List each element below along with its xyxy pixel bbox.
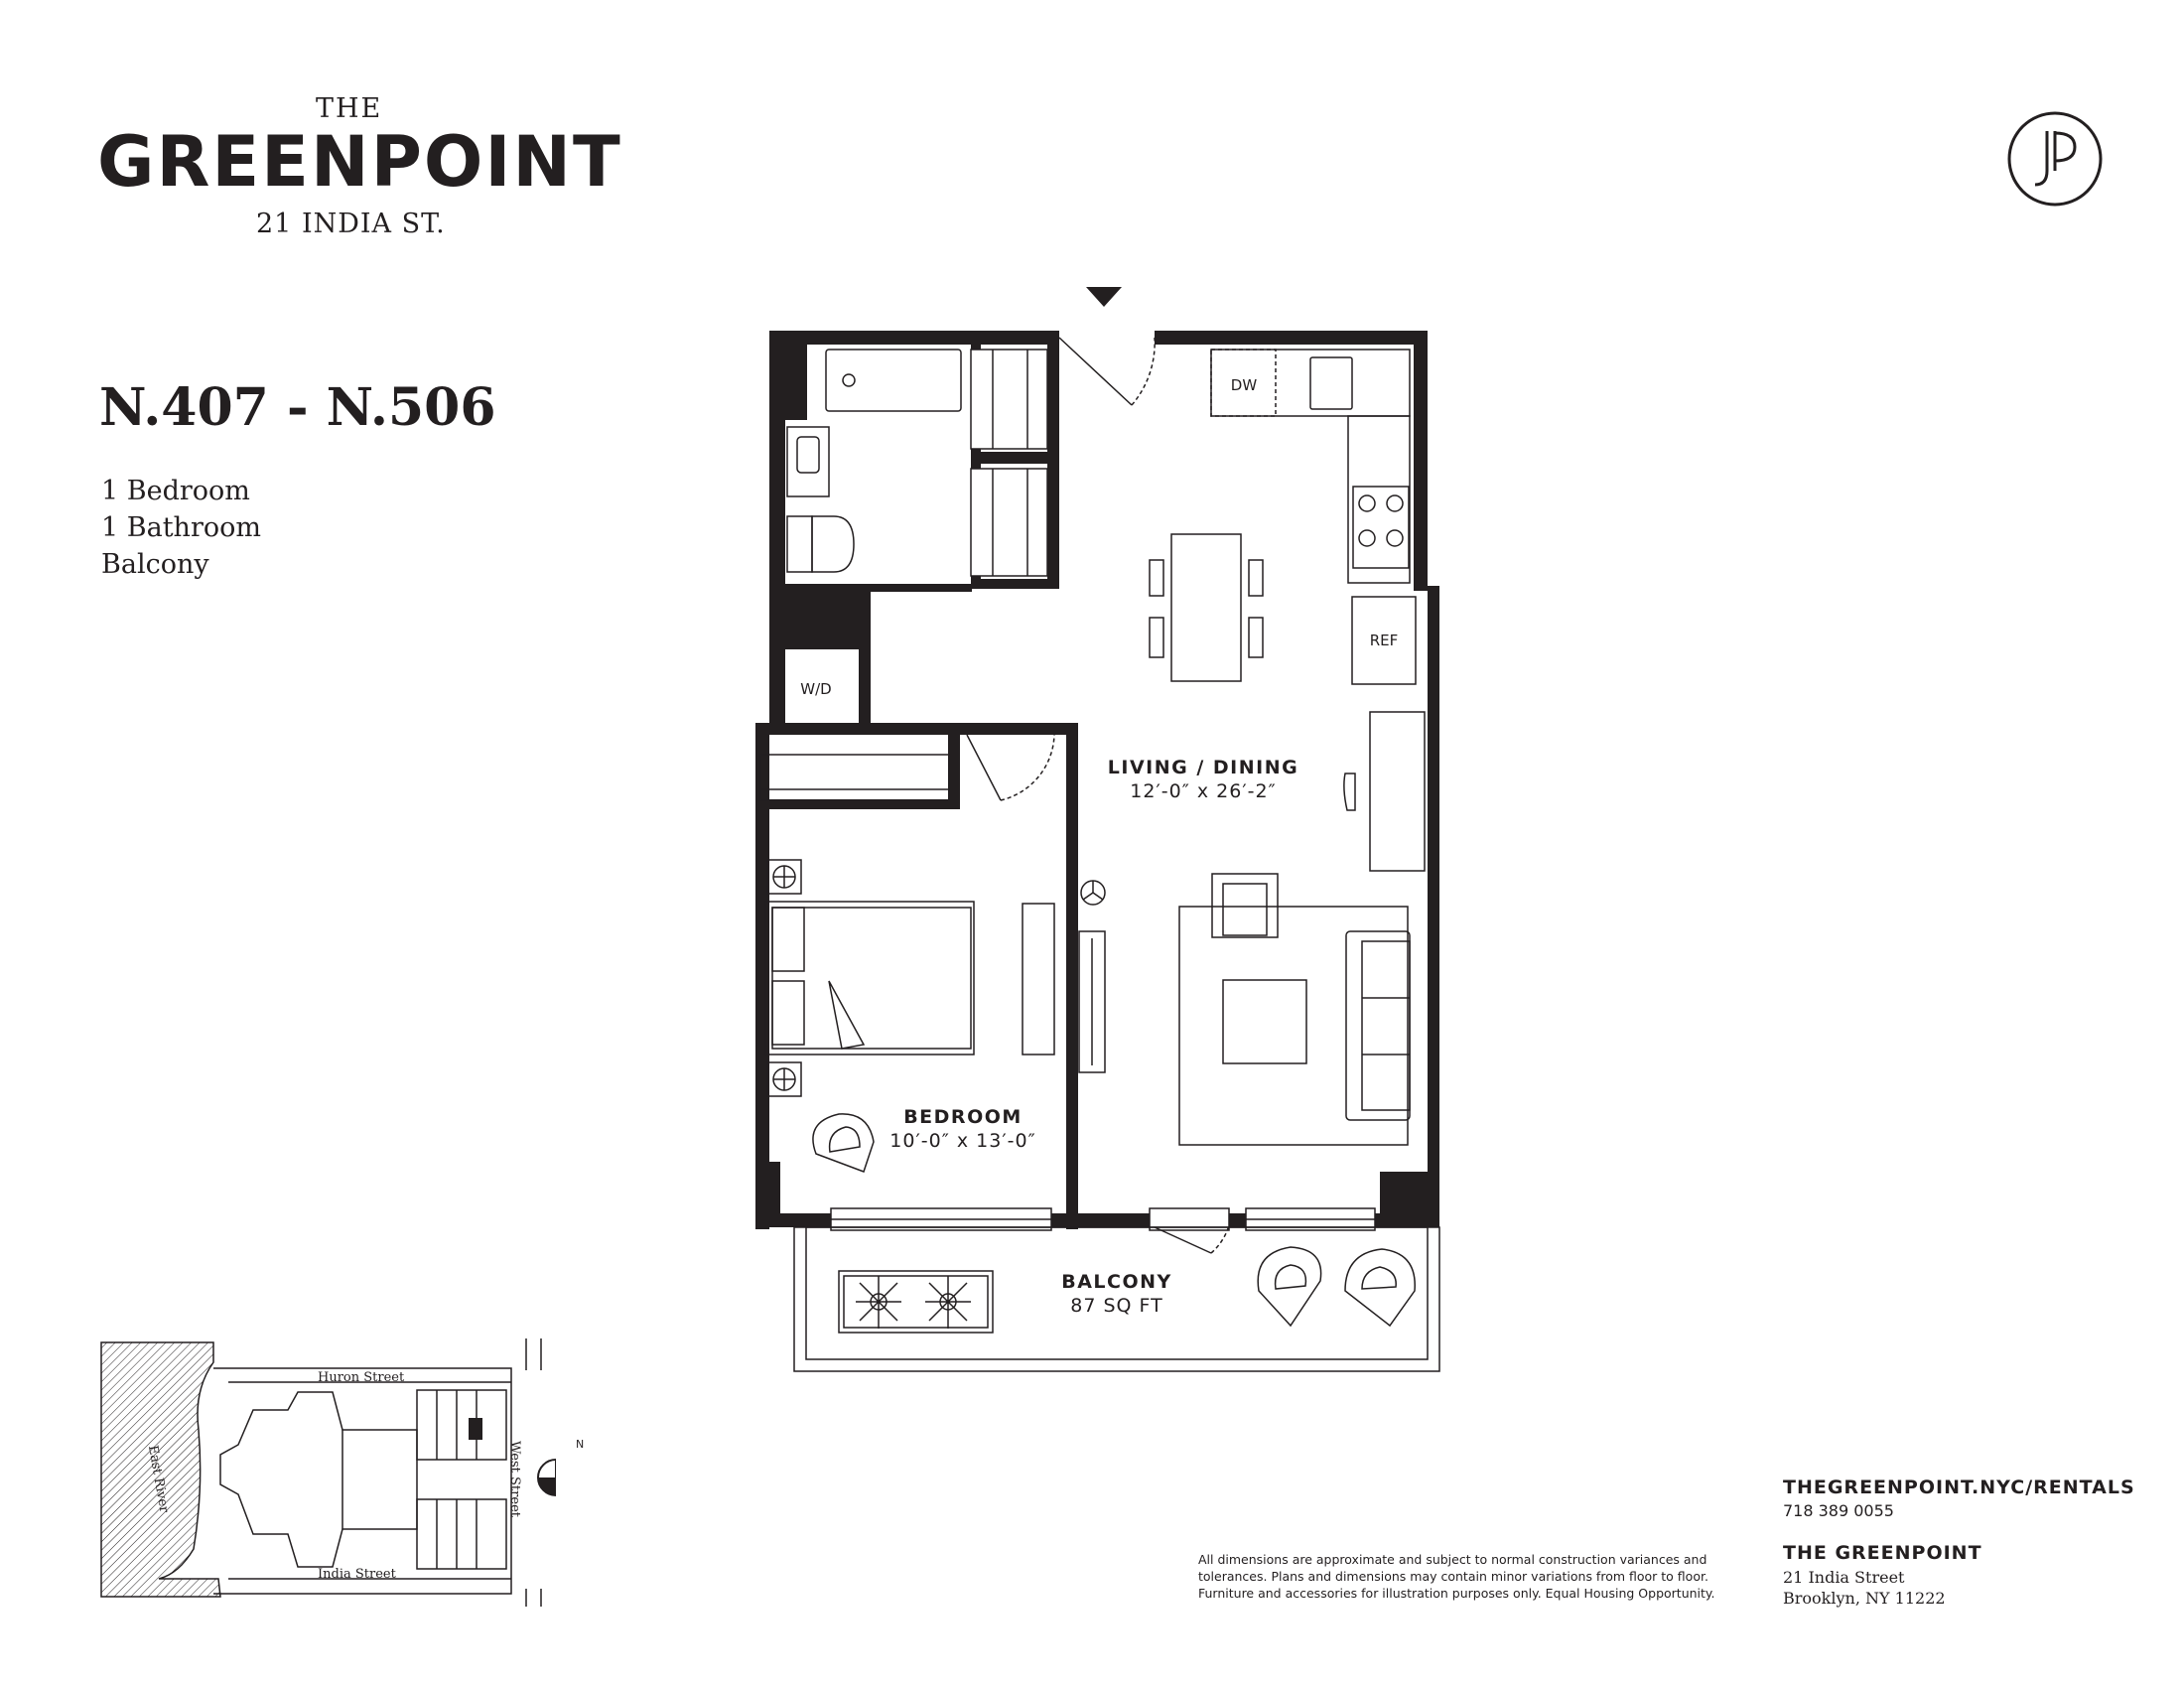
unit-balcony: Balcony xyxy=(101,549,209,580)
logo-address: 21 INDIA ST. xyxy=(256,209,446,239)
unit-title: N.407 - N.506 xyxy=(99,377,496,438)
contact-address xyxy=(1783,1567,1946,1609)
street-label-south: India Street xyxy=(318,1567,396,1582)
living-room-label: LIVING / DINING xyxy=(1107,757,1299,778)
floor-plan xyxy=(735,278,1469,1380)
plant-icon xyxy=(925,1276,971,1329)
street-label-west: East River xyxy=(144,1444,172,1514)
bedroom-label: BEDROOM xyxy=(903,1106,1023,1128)
washer-dryer-label: W/D xyxy=(800,680,832,698)
desk xyxy=(1344,712,1425,871)
plan-walls xyxy=(755,331,1439,1229)
balcony-area: 87 SQ FT xyxy=(1070,1295,1163,1317)
bedroom-dimensions: 10′-0″ x 13′-0″ xyxy=(889,1130,1036,1152)
street-label-east: West Street xyxy=(506,1441,522,1517)
street-label-north: Huron Street xyxy=(318,1370,405,1385)
monogram-logo-icon xyxy=(2005,109,2105,209)
website-link[interactable]: THEGREENPOINT.NYC/RENTALS xyxy=(1783,1477,2135,1498)
entry-arrow-icon xyxy=(1086,287,1122,307)
contact-address-line-1: 21 India Street xyxy=(1783,1568,1905,1587)
dishwasher-label: DW xyxy=(1230,376,1258,394)
logo-wordmark: GREENPOINT xyxy=(97,121,622,203)
unit-details xyxy=(101,473,261,583)
contact-address-line-2: Brooklyn, NY 11222 xyxy=(1783,1589,1946,1608)
balcony-label: BALCONY xyxy=(1061,1271,1172,1293)
unit-bedrooms: 1 Bedroom xyxy=(101,476,250,506)
compass-north-label: N xyxy=(576,1438,585,1451)
plant-icon xyxy=(856,1276,901,1329)
living-room-dimensions: 12′-0″ x 26′-2″ xyxy=(1130,780,1277,802)
contact-building-name: THE GREENPOINT xyxy=(1783,1542,1982,1564)
living-furniture xyxy=(1079,874,1410,1145)
unit-bathrooms: 1 Bathroom xyxy=(101,512,261,543)
logo-the: THE xyxy=(316,93,383,124)
bathroom-fixtures xyxy=(787,350,961,572)
refrigerator-label: REF xyxy=(1369,632,1399,649)
disclaimer-text: All dimensions are approximate and subject to normal construction variances and tolerances. Plans and dimensions may contain minor variations from floor to floor. Furniture and accessories for illustration purposes only. Equal Housing Opportunity. xyxy=(1198,1552,1715,1601)
unit-location-marker xyxy=(469,1418,482,1440)
phone-number[interactable]: 718 389 0055 xyxy=(1783,1501,1894,1520)
dining-table xyxy=(1150,534,1263,681)
